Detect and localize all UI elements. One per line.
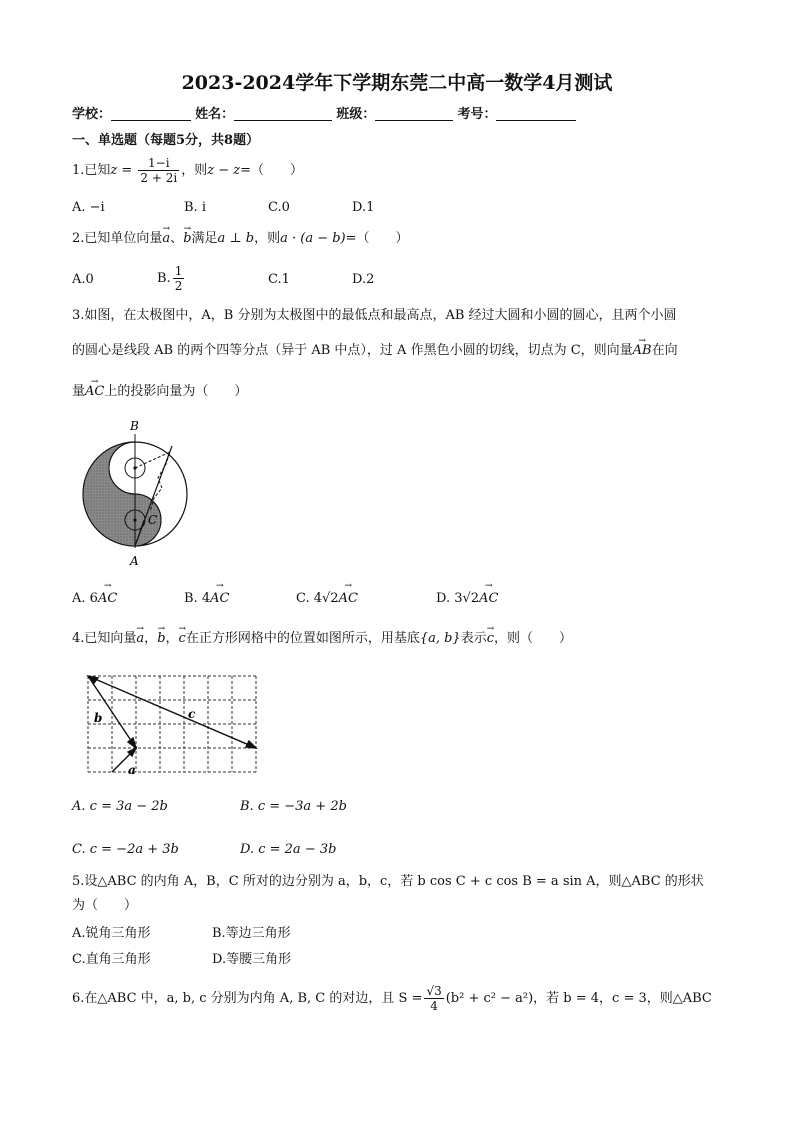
q1-option-c[interactable]: C.0 <box>268 200 290 215</box>
q3-option-b[interactable] <box>184 591 229 606</box>
label-vec-b: b <box>94 711 103 725</box>
label-vec-c: c <box>188 707 196 721</box>
q3-line-2 <box>72 342 678 360</box>
q3-a-vec: → AC <box>98 591 117 606</box>
q4-vec-c: → c <box>179 630 186 648</box>
vector-grid-figure <box>84 672 264 780</box>
q4-option-a[interactable]: A. c = 3a − 2b <box>72 799 168 814</box>
q1-expr: z − z <box>207 163 241 178</box>
q3-c-vec: → AC <box>339 591 358 606</box>
q3-vector-ac: → AC <box>85 383 104 401</box>
taiji-figure <box>78 416 188 570</box>
q2-perp: a ⊥ b <box>217 231 255 246</box>
q4-text2: 在正方形网格中的位置如图所示，用基底 <box>185 631 420 646</box>
q2-expr: a · (a − b) <box>280 231 346 246</box>
q1-tail: =（ ） <box>240 163 303 178</box>
q3-d-vec: → AC <box>479 591 498 606</box>
school-blank[interactable] <box>111 106 191 121</box>
q5-option-b[interactable]: B.等边三角形 <box>212 926 291 941</box>
q3-option-d[interactable] <box>436 591 498 606</box>
q2-b-num: 1 <box>174 264 183 278</box>
q1-denominator: 2 + 2i <box>140 171 178 185</box>
grid-lines <box>88 676 256 772</box>
question-4 <box>72 630 572 648</box>
q4-option-d[interactable]: D. c = 2a − 3b <box>240 842 337 857</box>
q2-option-a[interactable]: A.0 <box>72 272 94 287</box>
vector-b-arrowhead <box>128 738 136 748</box>
q1-option-a[interactable]: A. −i <box>72 200 105 215</box>
q3-line-3 <box>72 383 247 401</box>
q2-text: 2.已知单位向量 <box>72 231 163 246</box>
q4-comma-1: ， <box>144 631 158 646</box>
q5-option-a[interactable]: A.锐角三角形 <box>72 926 151 941</box>
school-label: 学校： <box>72 107 112 122</box>
q4-comma-2: ， <box>165 631 179 646</box>
q5-line-1: 5.设△ABC 的内角 A，B，C 所对的边分别为 a，b，c，若 b cos C + c cos B = a sin A，则△ABC 的形状 <box>72 874 704 889</box>
q4-basis: {a, b} <box>419 631 461 646</box>
q1-fraction <box>138 156 179 185</box>
q6-den: 4 <box>430 999 438 1013</box>
q3-line-1: 3.如图，在太极图中，A，B 分别为太极图中的最低点和最高点，AB 经过大圆和小圆的圆心，且两个小圆 <box>72 308 677 323</box>
vector-c-arrowhead <box>246 741 256 748</box>
class-label: 班级： <box>336 107 376 122</box>
q3-b-pre: B. 4 <box>184 591 211 606</box>
q3-vector-ab: → AB <box>633 342 652 360</box>
q3-option-c[interactable] <box>296 591 358 606</box>
q4-vec-b: → b <box>157 630 165 648</box>
q1-mid: ，则 <box>181 163 208 178</box>
q3-c-pre: C. 4√2 <box>296 591 339 606</box>
exam-no-label: 考号： <box>457 107 497 122</box>
question-6 <box>72 984 712 1013</box>
question-2 <box>72 230 409 248</box>
q6-num: √3 <box>426 984 442 998</box>
q6-fraction <box>424 984 443 1013</box>
q2-option-b-label: B. <box>157 271 171 286</box>
q2-b-den: 2 <box>174 279 183 293</box>
class-blank[interactable] <box>375 106 453 121</box>
q3-line-3a: 量 <box>72 384 86 399</box>
q3-line-3c: 上的投影向量为（ ） <box>104 384 248 399</box>
q1-option-b[interactable]: B. i <box>184 200 206 215</box>
label-vec-a: a <box>128 763 136 777</box>
q2-vector-a: → a <box>162 230 170 248</box>
q1-numerator: 1−i <box>138 156 179 171</box>
q3-option-a[interactable] <box>72 591 117 606</box>
label-a: A <box>130 554 139 568</box>
exam-no-blank[interactable] <box>496 106 576 121</box>
q4-text3: 表示 <box>460 631 487 646</box>
q3-line-2c: 在向 <box>651 343 678 358</box>
student-info-row <box>72 106 576 124</box>
q2-option-c[interactable]: C.1 <box>268 272 290 287</box>
q4-text1: 4.已知向量 <box>72 631 137 646</box>
label-c: C <box>148 513 158 527</box>
q1-option-d[interactable]: D.1 <box>352 200 375 215</box>
q4-text4: ，则（ ） <box>494 631 573 646</box>
q5-option-c[interactable]: C.直角三角形 <box>72 952 151 967</box>
q2-tail: =（ ） <box>345 231 409 246</box>
question-1 <box>72 156 303 185</box>
q2-vector-b: → b <box>183 230 191 248</box>
q4-option-b[interactable]: B. c = −3a + 2b <box>240 799 347 814</box>
vector-c-line <box>88 676 256 748</box>
q4-vec-a: → a <box>136 630 144 648</box>
q2-text2: 满足 <box>191 231 218 246</box>
q2-option-b[interactable] <box>157 264 186 293</box>
q3-d-pre: D. 3√2 <box>436 591 480 606</box>
q5-option-d[interactable]: D.等腰三角形 <box>212 952 292 967</box>
name-label: 姓名： <box>195 107 235 122</box>
q5-line-2: 为（ ） <box>72 898 138 913</box>
q6-text1: 6.在△ABC 中，a, b, c 分别为内角 A, B, C 的对边，且 S = <box>72 991 423 1006</box>
section-heading: 一、单选题（每题5分，共8题） <box>72 133 260 148</box>
q4-vec-c2: → c <box>487 630 494 648</box>
q2-sep: 、 <box>170 231 184 246</box>
q3-b-vec: → AC <box>210 591 229 606</box>
page-title: 2023-2024学年下学期东莞二中高一数学4月测试 <box>181 72 613 94</box>
q4-option-c[interactable]: C. c = −2a + 3b <box>72 842 179 857</box>
q2-option-d[interactable]: D.2 <box>352 272 375 287</box>
label-b: B <box>130 419 139 433</box>
q3-line-2a: 的圆心是线段 AB 的两个四等分点（异于 AB 中点），过 A 作黑色小圆的切线，切点为 C，则向量 <box>72 343 633 358</box>
q6-text2: (b² + c² − a²)，若 b = 4，c = 3，则△ABC <box>445 991 712 1006</box>
q1-z: z = <box>110 163 133 178</box>
q2-text3: ，则 <box>254 231 281 246</box>
name-blank[interactable] <box>234 106 332 121</box>
q3-a-pre: A. 6 <box>72 591 98 606</box>
q2-option-b-fraction <box>173 264 185 293</box>
q1-prefix: 1.已知 <box>72 163 111 178</box>
